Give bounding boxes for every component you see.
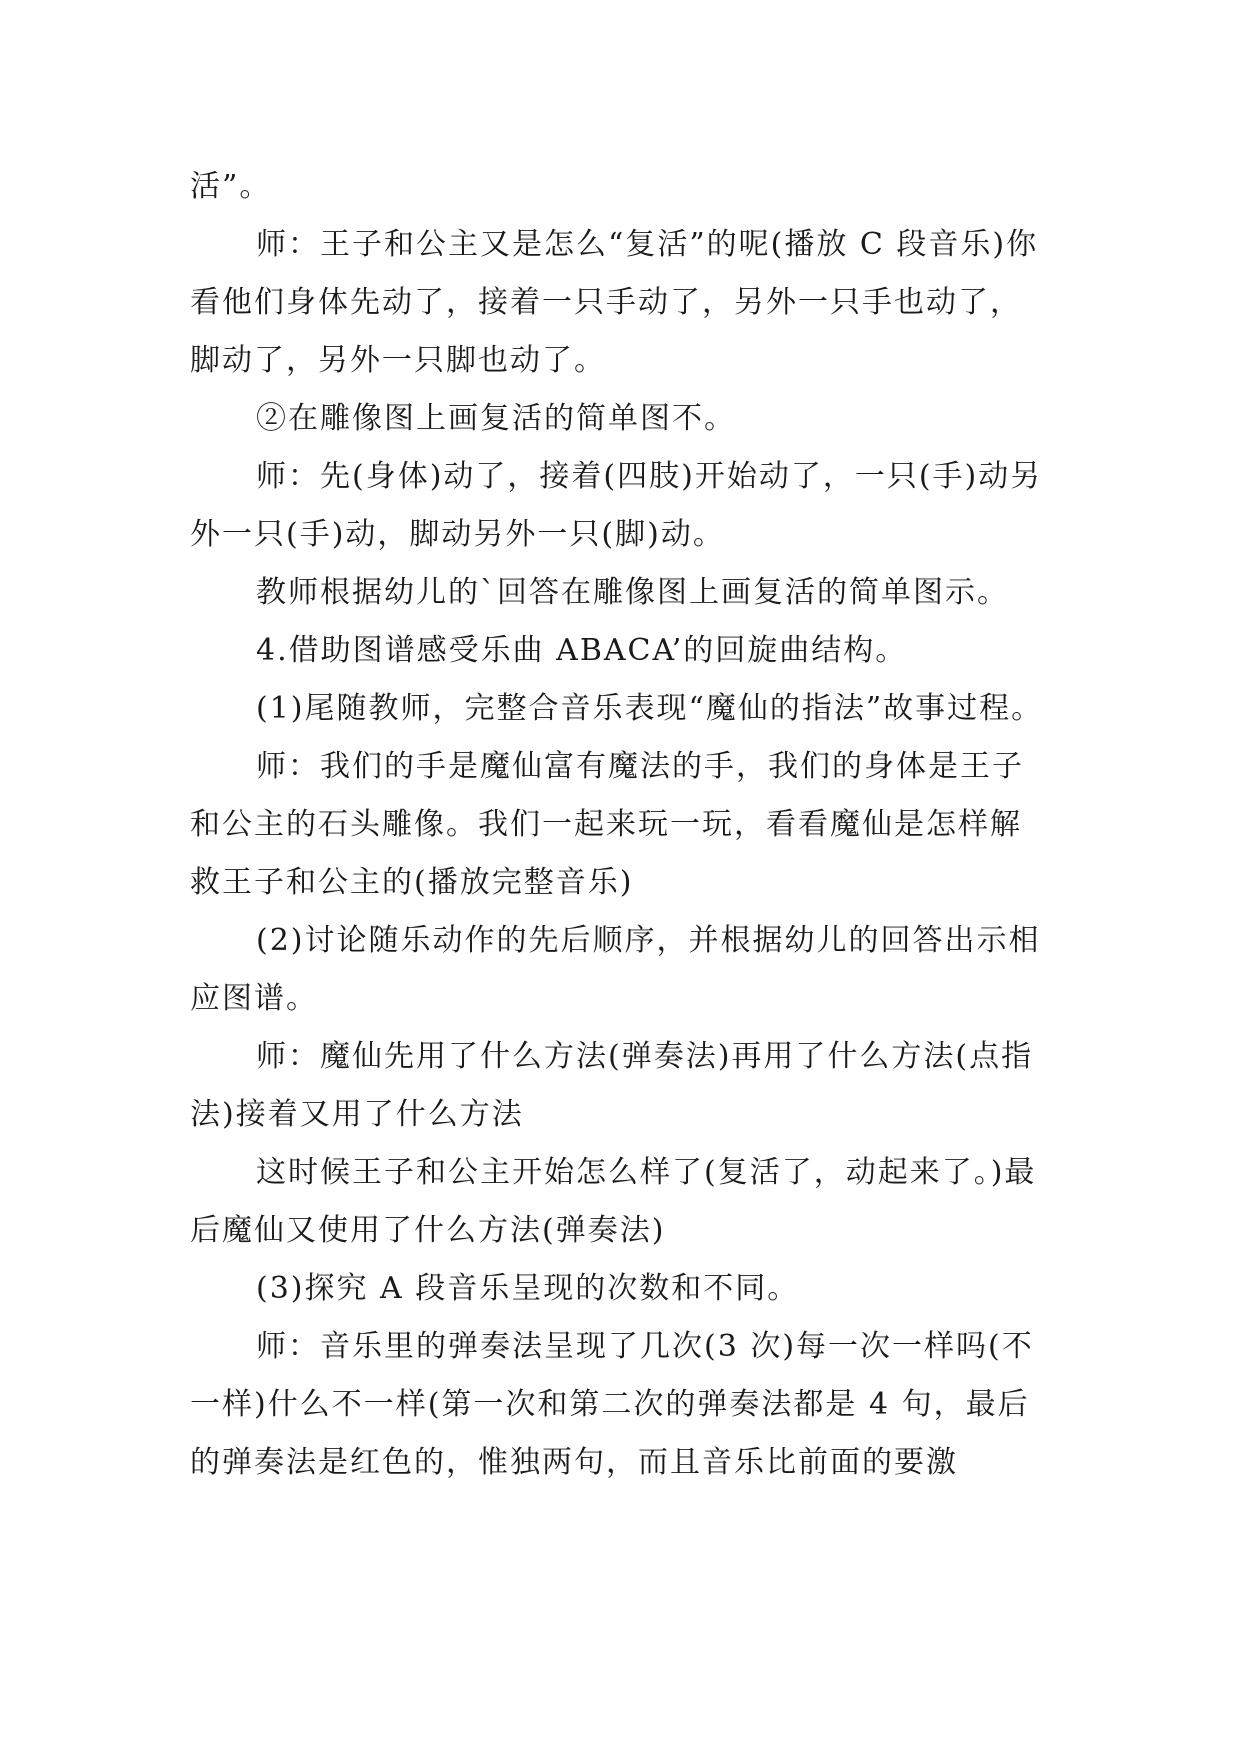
paragraph-1: 活”。 xyxy=(190,169,272,204)
paragraph-13: 师：音乐里的弹奏法呈现了几次(3 次)每一次一样吗(不一样)什么不一样(第一次和第二次的弹奏法都是 4 句，最后的弹奏法是红色的，惟独两句，而且音乐比前面的要激 xyxy=(190,1329,1034,1480)
paragraph-11: 这时候王子和公主开始怎么样了(复活了，动起来了。)最后魔仙又使用了什么方法(弹奏法) xyxy=(190,1155,1037,1248)
paragraph-4: 师：先(身体)动了，接着(四肢)开始动了，一只(手)动另外一只(手)动，脚动另外一只(脚)动。 xyxy=(190,459,1043,552)
paragraph-7: (1)尾随教师，完整合音乐表现“魔仙的指法”故事过程。 xyxy=(256,691,1044,726)
paragraph-5: 教师根据幼儿的`回答在雕像图上画复活的简单图示。 xyxy=(256,575,1009,610)
paragraph-10: 师：魔仙先用了什么方法(弹奏法)再用了什么方法(点指法)接着又用了什么方法 xyxy=(190,1039,1034,1132)
paragraph-8: 师：我们的手是魔仙富有魔法的手，我们的身体是王子和公主的石头雕像。我们一起来玩一玩，看看魔仙是怎样解救王子和公主的(播放完整音乐) xyxy=(190,749,1024,900)
paragraph-3: ②在雕像图上画复活的简单图不。 xyxy=(256,401,736,436)
paragraph-6: 4.借助图谱感受乐曲 ABACA’的回旋曲结构。 xyxy=(256,633,908,668)
paragraph-12: (3)探究 A 段音乐呈现的次数和不同。 xyxy=(256,1271,800,1306)
document-page xyxy=(190,158,1050,1492)
paragraph-9: (2)讨论随乐动作的先后顺序，并根据幼儿的回答出示相应图谱。 xyxy=(190,923,1041,1016)
paragraph-2: 师：王子和公主又是怎么“复活”的呢(播放 C 段音乐)你看他们身体先动了，接着一只手动了，另外一只手也动了，脚动了，另外一只脚也动了。 xyxy=(190,227,1039,378)
